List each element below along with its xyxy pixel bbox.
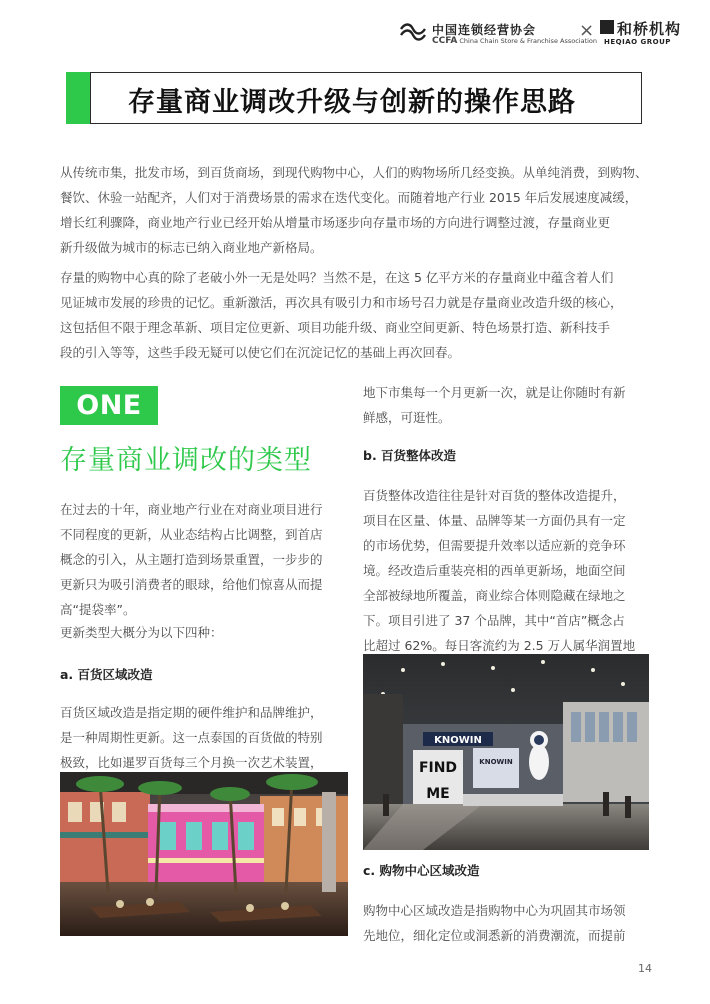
subheading-b: b. 百货整体改造 <box>363 448 457 463</box>
text-line: 段的引入等等，这些手段无疑可以使它们在沉淀记忆的基础上再次回春。 <box>60 345 461 360</box>
text-line: 高“提袋率”。 <box>60 602 136 617</box>
subheading-c: c. 购物中心区域改造 <box>363 863 480 878</box>
heqiao-name-cn: 和桥机构 <box>617 20 682 38</box>
ccfa-name-en <box>432 36 597 46</box>
text-line: 全部被绿地所覆盖，商业综合体则隐藏在绿地之 <box>363 588 626 603</box>
text-line: 在过去的十年，商业地产行业在对商业项目进行 <box>60 502 323 517</box>
ccfa-abbr: CCFA <box>432 36 458 46</box>
heqiao-logo <box>600 18 692 48</box>
text-line: 餐饮、休验一站配齐，人们对于消费场景的需求在迭代变化。而随着地产行业 2015 年后发展速度减缓， <box>60 190 638 205</box>
me-sign: ME <box>426 786 450 802</box>
left-paragraph-intro <box>60 497 352 622</box>
paragraph-b <box>363 483 655 683</box>
text-line: 鲜感，可逛性。 <box>363 410 451 425</box>
text-line: 极致，比如暹罗百货每三个月换一次艺术装置， <box>60 755 323 770</box>
text-line: 下。项目引进了 37 个品牌，其中“首店”概念占 <box>363 613 625 628</box>
page-title: 存量商业调改升级与创新的操作思路 <box>128 87 576 118</box>
siam-department-store-photo <box>60 772 348 936</box>
text-line: 地下市集每一个月更新一次，就是让你随时有新 <box>363 385 626 400</box>
intro-paragraph-2 <box>60 265 658 365</box>
text-line: 先地位，细化定位或洞悉新的消费潮流，而提前 <box>363 928 626 943</box>
paragraph-a <box>60 700 352 775</box>
text-line: 百货整体改造往往是针对百货的整体改造提升， <box>363 488 626 503</box>
text-line: 从传统市集，批发市场，到百货商场，到现代购物中心，人们的购物场所几经变换。从单纯消费，到购物、 <box>60 165 648 180</box>
text-line: 概念的引入，从主题打造到场景重置，一步步的 <box>60 552 323 567</box>
text-line: 增长红利骤降，商业地产行业已经开始从增量市场逐步向存量市场的方向进行调整过渡，存量商业更 <box>60 215 611 230</box>
left-paragraph-types: 更新类型大概分为以下四种： <box>60 625 223 640</box>
subheading-a: a. 百货区域改造 <box>60 667 153 682</box>
text-line: 不同程度的更新，从业态结构占比调整，到首店 <box>60 527 323 542</box>
text-line: 是一种周期性更新。这一点泰国的百货做的特别 <box>60 730 323 745</box>
page-number: 14 <box>638 962 652 975</box>
find-sign: FIND <box>418 760 458 776</box>
text-line: 新升级做为城市的标志已纳入商业地产新格局。 <box>60 240 323 255</box>
text-line: 的市场优势，但需要提升效率以适应新的竞争环 <box>363 538 626 553</box>
section-heading: 存量商业调改的类型 <box>60 445 312 476</box>
text-line: 见证城市发展的珍贵的记忆。重新激活，再次具有吸引力和市场号召力就是存量商业改造升级的核心， <box>60 295 623 310</box>
text-line: 购物中心区域改造是指购物中心为巩固其市场领 <box>363 903 626 918</box>
knowin-sign-small: KNOWIN <box>479 758 513 766</box>
logo-separator: × <box>579 20 595 41</box>
ccfa-name-cn: 中国连锁经营协会 <box>432 23 537 37</box>
heqiao-name-en: HEQIAO GROUP <box>604 38 671 46</box>
paragraph-c <box>363 898 655 948</box>
text-line: 百货区域改造是指定期的硬件维护和品牌维护， <box>60 705 323 720</box>
heqiao-mark-icon <box>600 20 614 34</box>
intro-paragraph-1 <box>60 160 658 260</box>
ccfa-emblem-icon <box>398 20 428 46</box>
section-badge: ONE <box>60 386 158 425</box>
text-line: 存量的购物中心真的除了老破小外一无是处吗？当然不是，在这 5 亿平方米的存量商业中蕴含着人们 <box>60 270 614 285</box>
ccfa-name-en-full: China Chain Store & Franchise Association <box>459 37 598 45</box>
knowin-sign: KNOWIN <box>434 735 482 746</box>
ccfa-logo <box>398 20 598 46</box>
text-line: 境。经改造后重装亮相的西单更新场，地面空间 <box>363 563 626 578</box>
text-line: 比超过 62%。每日客流约为 2.5 万人属华润置地 <box>363 638 636 653</box>
text-line: 更新只为吸引消费者的眼球，给他们惊喜从而提 <box>60 577 323 592</box>
xidan-mall-photo <box>363 654 649 850</box>
text-line: 项目在区量、体量、品牌等某一方面仍具有一定 <box>363 513 626 528</box>
text-line: 这包括但不限于理念革新、项目定位更新、项目功能升级、商业空间更新、特色场景打造、新科技手 <box>60 320 611 335</box>
right-paragraph-continued <box>363 380 655 430</box>
